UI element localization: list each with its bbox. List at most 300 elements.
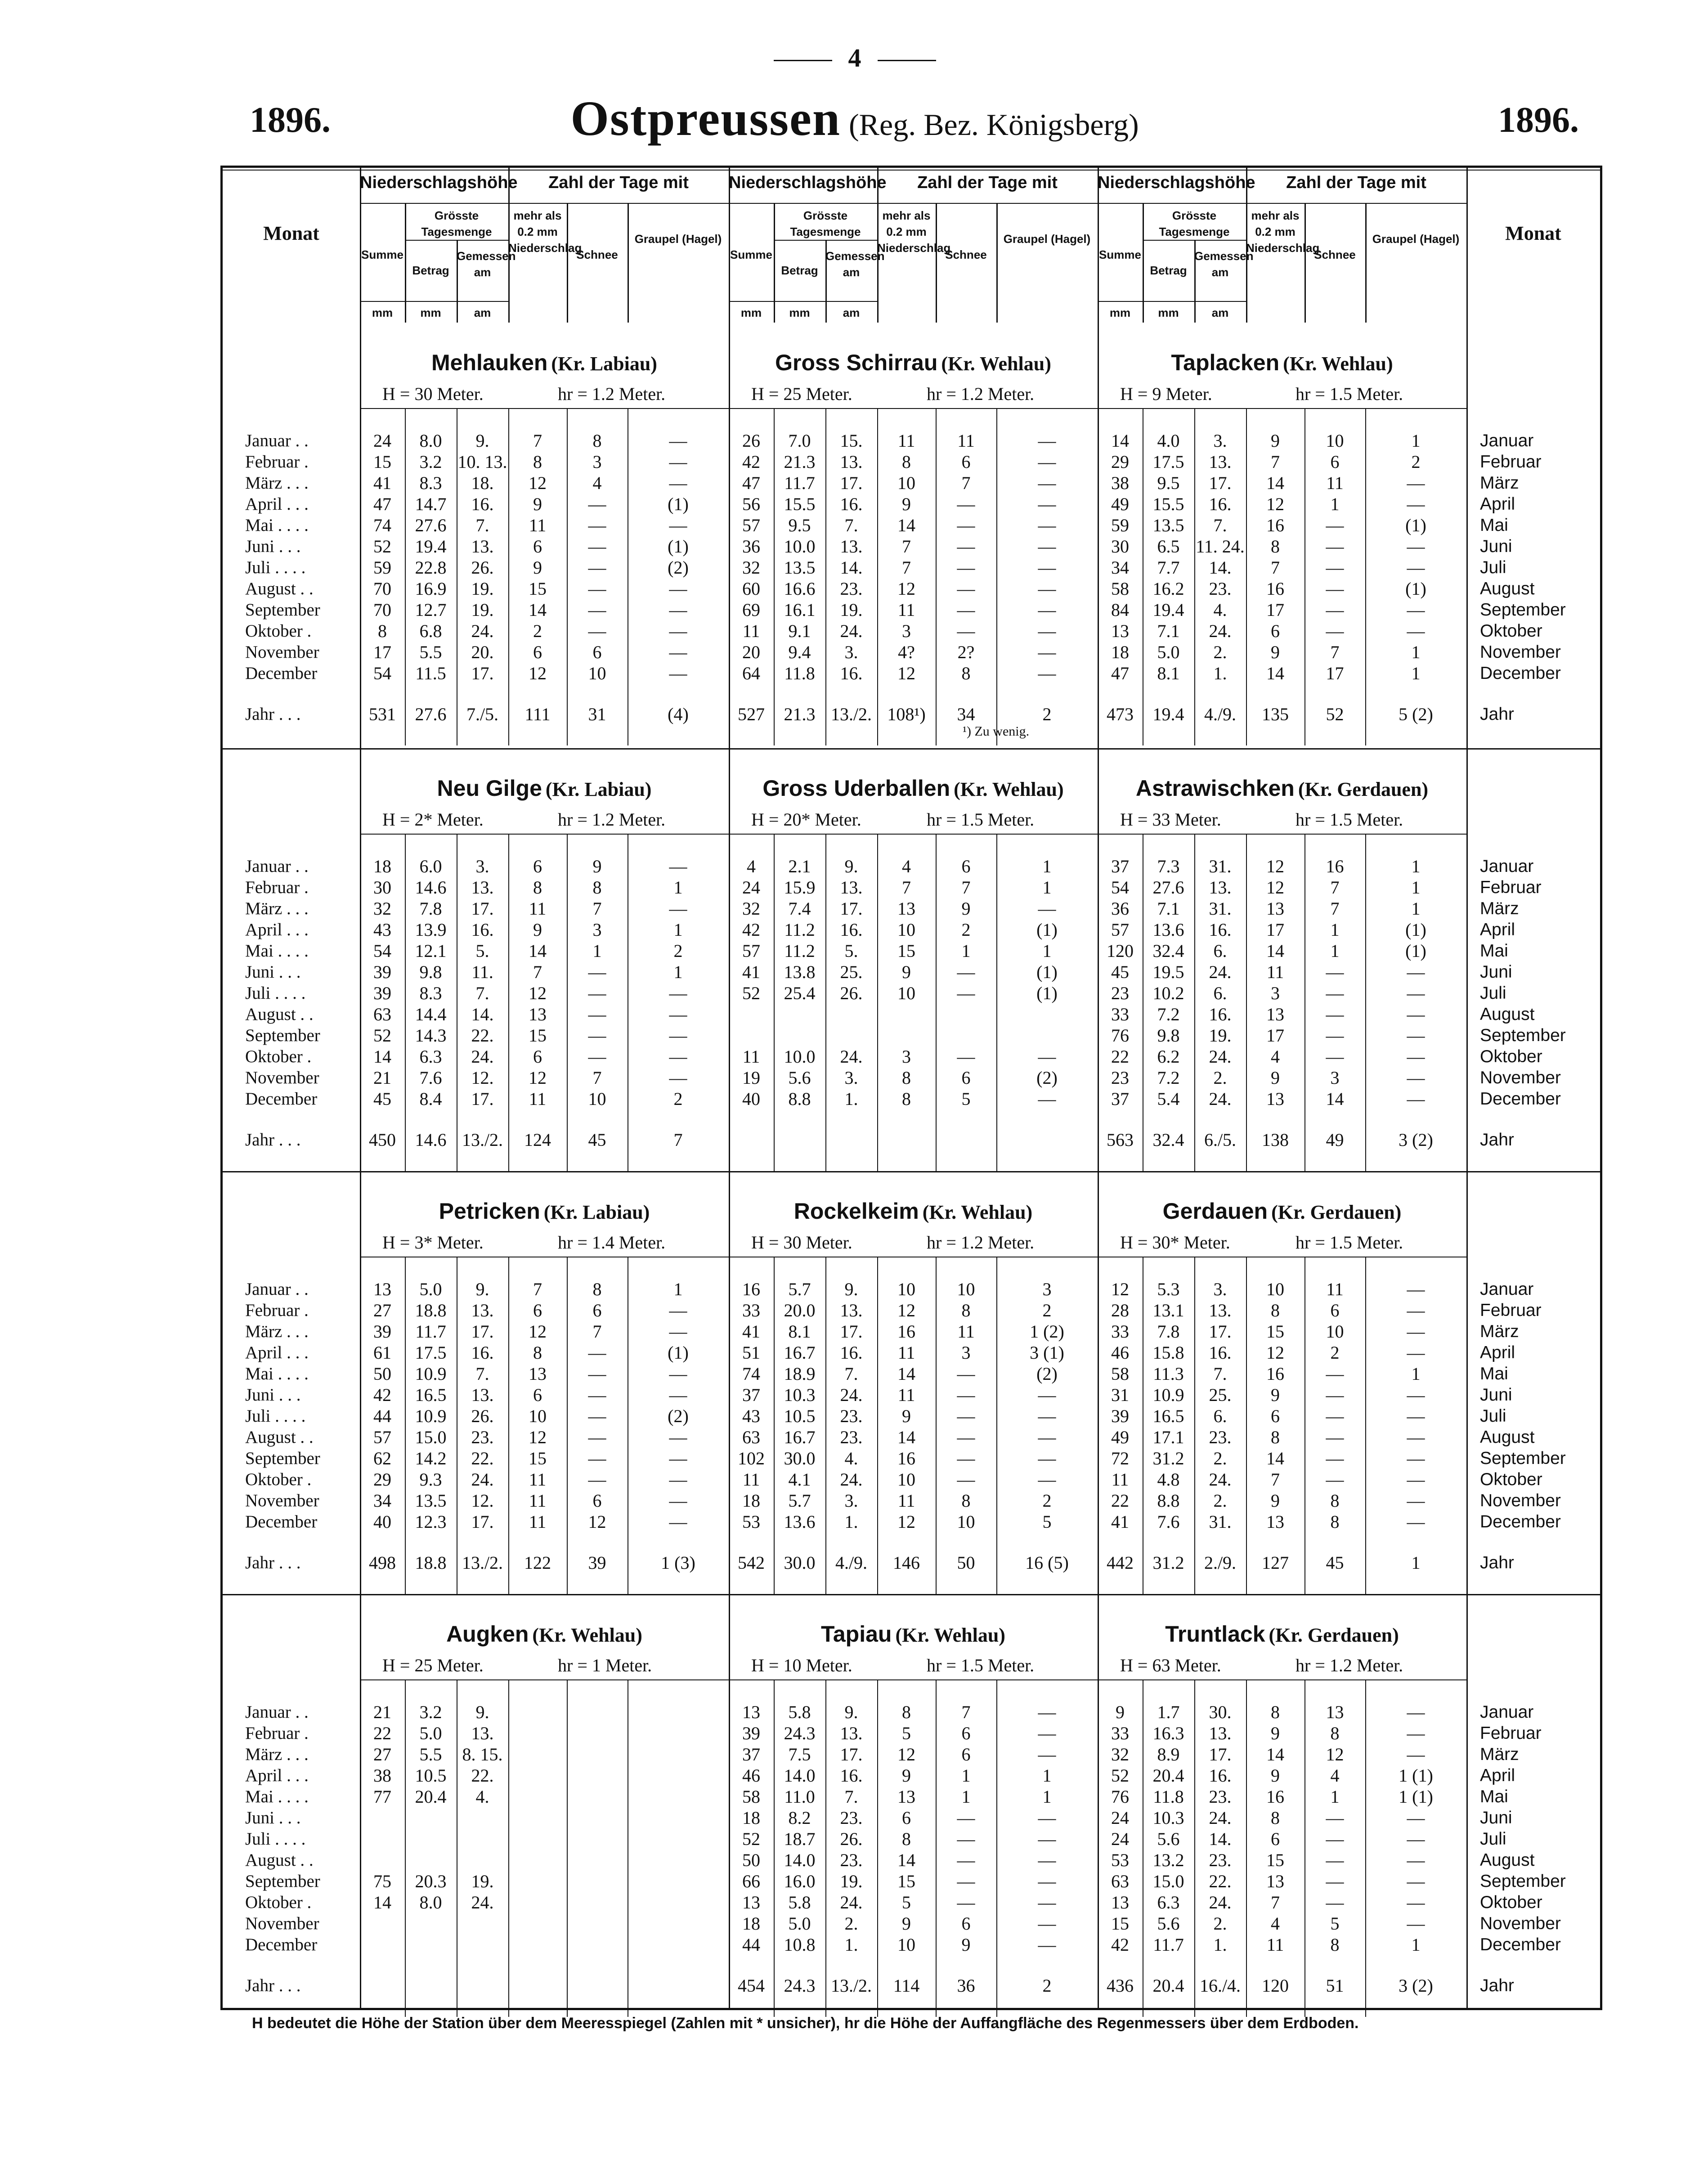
month-label-right: August [1480,1005,1535,1024]
table-cell: 39 [373,962,391,982]
month-label-right: August [1480,1850,1535,1870]
table-cell: 13.6 [784,1512,816,1532]
table-cell: 74 [373,515,391,535]
table-cell-year: 36 [957,1975,975,1996]
table-cell: — [588,600,606,620]
table-cell: 6.5 [1157,536,1180,557]
table-cell: 13.2 [1152,1850,1184,1870]
table-cell: 3 [592,452,602,472]
table-cell-year: 4./9. [1204,704,1237,724]
month-label-left: December [245,1935,318,1954]
table-cell: 1. [1213,663,1227,683]
table-cell: — [957,1046,975,1067]
table-cell: — [1407,962,1425,982]
table-cell: 9. [475,431,489,451]
table-cell: 4 [1330,1765,1340,1786]
table-cell: 37 [742,1744,760,1764]
table-cell: 5.8 [788,1892,811,1913]
table-cell: 42 [373,1385,391,1405]
table-cell: 1 [1330,941,1340,961]
table-cell: — [957,1850,975,1870]
header-schnee: Schnee [945,248,987,261]
table-cell: 13 [742,1702,760,1722]
table-cell: (2) [1036,1364,1058,1384]
table-cell: 3. [1213,1279,1227,1299]
table-cell: 9 [533,494,542,514]
table-cell: 4 [592,473,602,493]
table-cell: — [1407,1004,1425,1024]
table-cell: 10.0 [784,1046,816,1067]
table-cell: (1) [1405,920,1426,940]
table-cell: 6 [961,1744,971,1764]
table-cell: (2) [1036,1068,1058,1088]
table-cell: 17. [471,1512,494,1532]
table-cell: 13 [373,1279,391,1299]
table-cell: 17. [840,473,863,493]
table-cell: 41 [742,962,760,982]
table-cell-year: 18.8 [415,1553,447,1573]
table-cell: 7. [844,515,858,535]
month-label-left: Juni . . . [245,1385,301,1405]
table-cell: — [1407,1913,1425,1934]
table-cell: — [669,1364,687,1384]
table-cell: 8 [961,1300,971,1320]
table-cell: 14 [373,1046,391,1067]
table-cell: — [1326,1871,1344,1891]
table-cell: 11 [897,1491,915,1511]
table-cell: 10 [897,920,915,940]
header-rule [1098,203,1466,204]
table-cell: — [1407,1808,1425,1828]
station-rule [729,408,1098,409]
month-label-left: Juni . . . [245,537,301,556]
table-cell: 2. [1213,1448,1227,1468]
table-cell: 11 [529,1512,547,1532]
table-cell-year: 34 [957,704,975,724]
month-label-left: März . . . [245,473,309,493]
table-cell: 3 [1042,1279,1052,1299]
month-label-right: December [1480,664,1561,683]
table-cell: 23. [471,1427,494,1447]
station-height: H = 33 Meter. [1120,809,1221,830]
year-right: 1896. [1498,100,1579,140]
table-cell: 8 [1271,536,1280,557]
table-cell: — [1407,1279,1425,1299]
table-cell: 17. [840,1744,863,1764]
table-cell: 17 [1266,920,1284,940]
month-label-right: April [1480,1343,1515,1362]
table-cell: 12 [897,1744,915,1764]
month-label-right: Februar [1480,452,1542,471]
station-name [1098,775,1466,801]
table-cell: 1 [1330,494,1340,514]
station-kreis: (Kr. Wehlau) [1283,353,1393,375]
table-cell: 8 [902,1829,911,1849]
table-cell: — [669,898,687,919]
table-cell: 14 [897,1850,915,1870]
table-cell-year: 16./4. [1199,1975,1241,1996]
table-cell: — [1407,1744,1425,1764]
month-label-right: März [1480,899,1519,918]
table-cell: 9.3 [419,1469,442,1490]
header-groesste: Grösste Tagesmenge [421,209,492,238]
table-cell: 9 [1116,1702,1125,1722]
table-cell: — [669,1004,687,1024]
table-cell: — [588,1342,606,1363]
table-cell: 24. [1209,962,1232,982]
table-cell: 10 [1326,1321,1344,1342]
table-cell: 6 [1271,1829,1280,1849]
table-cell: — [1407,1385,1425,1405]
table-cell: 24 [742,877,760,898]
month-label-left: November [245,1068,319,1087]
table-cell-year: 473 [1107,704,1134,724]
table-cell: 12.7 [415,600,447,620]
table-cell: 18 [1111,642,1129,662]
table-cell: 22. [471,1025,494,1046]
table-cell: 15 [373,452,391,472]
table-cell: 5 [961,1089,971,1109]
table-cell: 6.0 [419,856,442,876]
table-cell: — [588,1025,606,1046]
table-cell: 3.2 [419,1702,442,1722]
table-cell: — [1407,621,1425,641]
table-cell: 1 [673,877,683,898]
table-cell: — [1407,1321,1425,1342]
table-cell: 29 [1111,452,1129,472]
table-cell-year: 51 [1326,1975,1344,1996]
table-cell: 11 [957,431,975,451]
table-cell: 5.0 [419,1723,442,1743]
table-cell: 52 [373,536,391,557]
table-cell: 12 [1266,1342,1284,1363]
table-cell: 19.4 [415,536,447,557]
table-cell: 5.0 [788,1913,811,1934]
table-cell: 15.0 [1152,1871,1184,1891]
table-cell: 9 [1271,1765,1280,1786]
table-cell: 12 [529,983,547,1003]
table-cell: 9 [533,920,542,940]
table-cell: — [957,1829,975,1849]
table-cell: 1 [1411,663,1421,683]
table-cell: 11.5 [415,663,446,683]
table-cell: 32.4 [1152,941,1184,961]
header-sub-rule [567,203,568,323]
table-cell: 10.9 [415,1406,447,1426]
table-cell: 23. [840,1406,863,1426]
table-cell: 33 [742,1300,760,1320]
table-cell: 11 [529,898,547,919]
table-cell: 16.7 [784,1342,816,1363]
table-cell-year: 27.6 [415,704,447,724]
table-cell-year: 1 [1411,1553,1421,1573]
table-cell: — [1038,494,1056,514]
table-cell: 19 [742,1068,760,1088]
table-cell: 1 [673,962,683,982]
header-unit-am: am [1211,306,1229,319]
station-kreis: (Kr. Wehlau) [922,1201,1033,1223]
table-cell: 11 [529,515,547,535]
header-zahl-tage: Zahl der Tage mit [548,173,689,192]
table-cell: 6 [1271,1406,1280,1426]
table-cell: 23. [840,1850,863,1870]
table-cell: 8 [961,663,971,683]
table-cell: 16 [1266,515,1284,535]
table-cell-year: 32.4 [1152,1130,1184,1150]
month-label-left: Februar . [245,1724,309,1743]
table-cell: 16 [1266,579,1284,599]
table-cell: 18.8 [415,1300,447,1320]
table-cell: 13 [1111,621,1129,641]
table-cell: 15 [1266,1321,1284,1342]
table-cell: 11 [529,1089,547,1109]
month-label-right: Februar [1480,878,1542,897]
table-cell: 1. [844,1512,858,1532]
table-cell: 7. [844,1787,858,1807]
table-cell: 7 [592,1068,602,1088]
table-cell-year: 2./9. [1204,1553,1237,1573]
table-cell: 5 [902,1892,911,1913]
year-label-left: Jahr . . . [245,1553,301,1572]
header-sub-rule [628,203,629,323]
table-cell: 33 [1111,1723,1129,1743]
table-cell: 14 [373,1892,391,1913]
table-cell: 24. [840,621,863,641]
table-cell: — [1038,1702,1056,1722]
table-cell: 12 [1111,1279,1129,1299]
table-cell: 11 [957,1321,975,1342]
table-cell: 9 [1271,1068,1280,1088]
table-cell: 8 [1330,1935,1340,1955]
table-cell: 16 [1326,856,1344,876]
table-cell: 2.1 [788,856,811,876]
station-kreis: (Kr. Wehlau) [532,1624,642,1646]
table-cell: — [588,1385,606,1405]
table-cell: — [1326,1850,1344,1870]
gauge-height: hr = 1.5 Meter. [1296,809,1403,830]
table-cell: 7.2 [1157,1068,1180,1088]
station-kreis: (Kr. Labiau) [543,1201,650,1223]
table-cell: 13.5 [784,557,816,578]
table-cell: 8 [1330,1491,1340,1511]
month-label-right: März [1480,473,1519,493]
table-cell: — [1326,515,1344,535]
table-cell: 8.3 [419,473,442,493]
table-cell: 13 [1326,1702,1344,1722]
gauge-height: hr = 1.5 Meter. [1296,384,1403,404]
station-title: Augken [446,1621,529,1647]
table-cell: — [1038,431,1056,451]
table-cell: 7.3 [1157,856,1180,876]
station-height: H = 3* Meter. [382,1232,484,1253]
table-cell: — [1038,621,1056,641]
table-cell-year: 31 [588,704,606,724]
table-cell: 12 [588,1512,606,1532]
table-cell: 2. [844,1913,858,1934]
month-label-left: Mai . . . . [245,941,309,961]
table-cell: 8 [533,877,542,898]
month-label-left: Mai . . . . [245,516,309,535]
month-label-left: Juli . . . . [245,1406,306,1426]
table-cell: 61 [373,1342,391,1363]
table-cell: 8 [902,1089,911,1109]
table-cell-year: 454 [738,1975,765,1996]
table-cell: 37 [1111,1089,1129,1109]
header-schnee: Schnee [576,248,618,261]
table-cell: — [1407,536,1425,557]
table-cell: 31.2 [1152,1448,1184,1468]
table-cell: 40 [373,1512,391,1532]
table-cell: — [957,536,975,557]
table-cell: 24 [1111,1829,1129,1849]
table-cell: — [1407,1892,1425,1913]
month-label-right: Januar [1480,857,1534,876]
month-label-left: Februar . [245,452,309,471]
table-cell: 24. [1209,1469,1232,1490]
table-cell: 24. [1209,621,1232,641]
table-cell: — [1407,1068,1425,1088]
table-cell: 57 [1111,920,1129,940]
table-cell: 4 [747,856,756,876]
month-label-right: Mai [1480,516,1508,535]
table-cell-year: 13./2. [830,1975,872,1996]
table-cell: 23 [1111,983,1129,1003]
table-cell: 9.5 [1157,473,1180,493]
station-name [360,775,729,801]
table-cell: 5.7 [788,1491,811,1511]
table-cell: 6. [1213,983,1227,1003]
table-cell: 33 [1111,1321,1129,1342]
table-cell: 10. 13. [457,452,507,472]
table-cell: 72 [1111,1448,1129,1468]
header-unit-mm: mm [1158,306,1179,319]
table-cell: 12.3 [415,1512,447,1532]
table-cell: — [1407,1829,1425,1849]
table-cell: 39 [373,1321,391,1342]
station-title: Truntlack [1165,1621,1265,1647]
table-cell: — [1326,557,1344,578]
header-gemessen: Gemessen am [457,249,516,279]
table-cell: 11 [529,1491,547,1511]
table-cell: 13.5 [415,1491,447,1511]
table-cell: 13. [1209,452,1232,472]
table-cell: 33 [1111,1004,1129,1024]
table-cell: — [1326,600,1344,620]
month-label-right: April [1480,494,1515,514]
table-cell: — [669,579,687,599]
table-cell: 11 [742,621,760,641]
table-cell-year: 3 (2) [1399,1975,1433,1996]
month-label-left: August . . [245,1850,314,1870]
month-label-right: September [1480,1449,1566,1468]
table-cell: 3. [844,1068,858,1088]
table-cell: 15. [840,431,863,451]
table-cell: 7.0 [788,431,811,451]
table-cell-year: 45 [588,1130,606,1150]
table-cell: — [1038,515,1056,535]
table-cell: 41 [373,473,391,493]
table-cell: 7.7 [1157,557,1180,578]
table-cell: 1 [961,941,971,961]
table-cell: 8 [592,431,602,451]
table-cell: 17. [471,1321,494,1342]
table-cell: 7 [902,536,911,557]
table-cell: 19. [840,600,863,620]
month-label-left: August . . [245,1005,314,1024]
table-cell: 14 [897,1427,915,1447]
table-cell: 7.1 [1157,621,1180,641]
table-cell: — [1038,473,1056,493]
table-cell: 1 [1042,1787,1052,1807]
table-cell: 6. [1213,1406,1227,1426]
table-cell: 17. [840,898,863,919]
month-label-right: Mai [1480,941,1508,961]
month-label-left: Juni . . . [245,1808,301,1827]
table-cell: 26. [840,983,863,1003]
table-cell: 37 [742,1385,760,1405]
table-cell: — [1407,1342,1425,1363]
table-cell: — [1038,1808,1056,1828]
table-cell: — [1326,1448,1344,1468]
table-cell-year: 122 [524,1553,551,1573]
table-cell: 4 [1271,1046,1280,1067]
table-cell: — [1407,1427,1425,1447]
header-unit-am: am [843,306,860,319]
table-cell: 31. [1209,1512,1232,1532]
table-cell-year: 120 [1262,1975,1289,1996]
month-label-left: März . . . [245,1745,309,1764]
table-cell: 3. [844,1491,858,1511]
header-gemessen: Gemessen am [1194,249,1254,279]
table-cell: 1 [1330,920,1340,940]
table-cell: 6 [961,1068,971,1088]
table-cell: — [669,856,687,876]
table-cell: 39 [1111,1406,1129,1426]
table-cell: 16.9 [415,579,447,599]
table-cell: 75 [373,1871,391,1891]
table-cell: 17. [471,898,494,919]
table-cell: 6.3 [419,1046,442,1067]
header-sub-rule-h [405,240,508,241]
table-cell: 30.0 [784,1448,816,1468]
table-cell: 17. [1209,1321,1232,1342]
table-cell: 56 [742,494,760,514]
table-cell: 6 [592,1300,602,1320]
table-cell: — [1038,1385,1056,1405]
table-cell: 15 [529,1448,547,1468]
header-groesste: Grösste Tagesmenge [790,209,861,238]
table-cell: 6 [902,1808,911,1828]
table-cell: 11.7 [415,1321,446,1342]
table-cell: 5. [475,941,489,961]
table-cell: 26. [471,1406,494,1426]
table-cell: 63 [1111,1871,1129,1891]
table-cell: 6.8 [419,621,442,641]
table-cell: — [1038,642,1056,662]
table-cell: 14.0 [784,1765,816,1786]
table-cell-year: 542 [738,1553,765,1573]
station-title: Taplacken [1171,350,1280,375]
table-cell: — [1038,1469,1056,1490]
table-cell: — [669,515,687,535]
month-label-left: April . . . [245,1766,309,1785]
table-cell: 7.6 [419,1068,442,1088]
table-cell: — [1407,1025,1425,1046]
table-cell: — [588,1364,606,1384]
table-cell: 32 [1111,1744,1129,1764]
table-cell: 11 [1326,1279,1344,1299]
table-cell: 9 [1271,431,1280,451]
